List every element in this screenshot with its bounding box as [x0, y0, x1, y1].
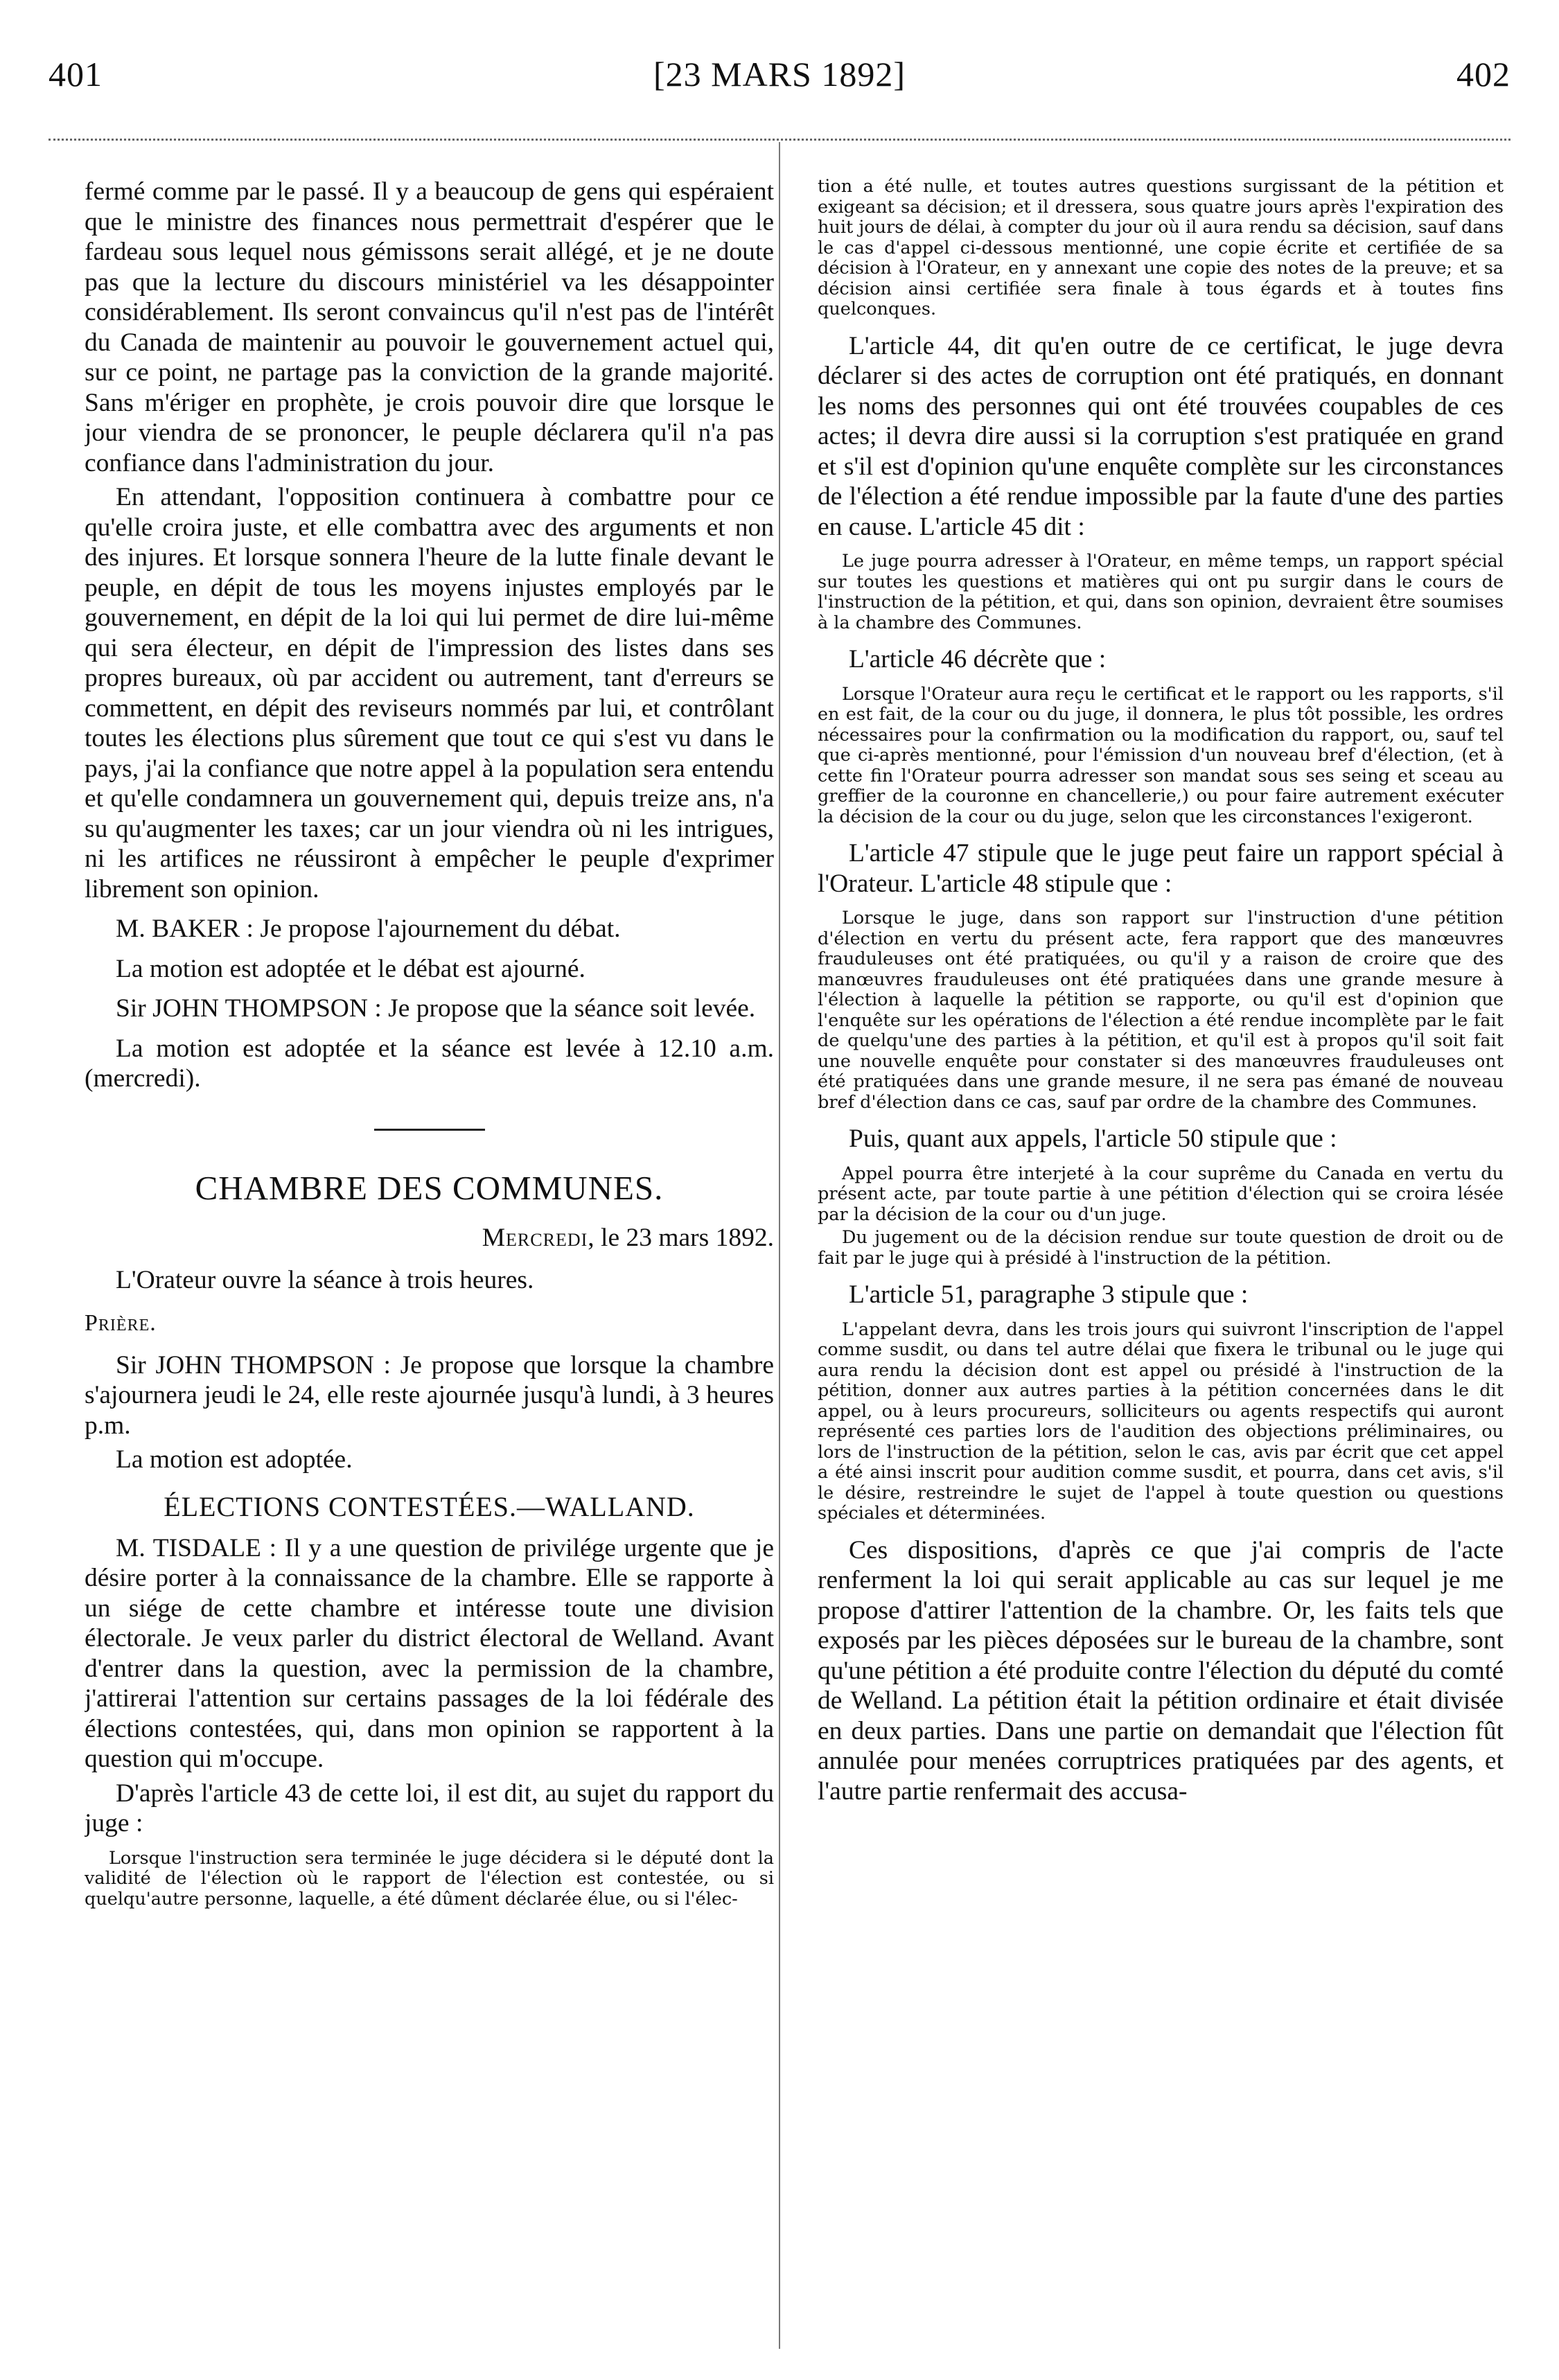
paragraph: La motion est adoptée et la séance est levée à 12.10 a.m. (mercredi). [85, 1034, 774, 1093]
column-divider [779, 142, 780, 2349]
paragraph: L'article 47 stipule que le juge peut faire un rapport spécial à l'Orateur. L'article 48 stipule que : [818, 839, 1504, 898]
quoted-law: Du jugement ou de la décision rendue sur toute question de droit ou de fait par le juge qui à présidé à l'instruction de la pétition. [818, 1227, 1504, 1269]
chamber-title: CHAMBRE DES COMMUNES. [195, 1168, 664, 1207]
header-rule [49, 139, 1510, 141]
speaker-paragraph: M. BAKER : Je propose l'ajournement du débat. [116, 915, 621, 943]
quoted-law: Lorsque le juge, dans son rapport sur l'instruction d'une pétition d'élection en vertu du présent acte, fera rapport que des manœuvres frauduleuses ont été pratiquées, ou qu'il y a raison de croire que des manœuvres frauduleuses ont été pratiquées dans une grande mesure à l'élection à laquelle la pétition se rapporte, ou qu'il est d'opinion que l'enquête sur les opérations de l'élection a été rendue incomplète par le fait de quelqu'une des parties à la pétition, et qu'il est à propos qu'il soit fait une nouvelle enquête pour constater si des manœuvres frauduleuses ont été pratiquées dans une grande mesure, il ne sera pas émané de nouveau bref d'élection dans ce cas, sauf par ordre de la chambre des Communes. [818, 908, 1504, 1113]
left-column [85, 177, 774, 2359]
page-number-left: 401 [49, 55, 103, 94]
quoted-law: L'appelant devra, dans les trois jours qui suivront l'inscription de l'appel comme susdit, ou dans tel autre délai que fixera le tribunal ou le juge qui aura rendu la décision dont est appel ou présidé à l'instruction de la pétition, donner aux autres parties à la pétition concernées dans le dit appel, ou à leurs procureurs, solliciteurs ou agents respectifs qui auront représenté ces parties lors de l'audition des objections préliminaires, ou lors de l'instruction de la pétition, selon le cas, avis par écrit que cet appel a été ainsi inscrit pour audition comme susdit, et pourra, dans cet avis, s'il le désire, restreindre le sujet de l'appel à toute question ou questions spéciales et déterminées. [818, 1319, 1504, 1524]
paragraph: La motion est adoptée et le débat est ajourné. [116, 954, 585, 983]
paragraph: La motion est adoptée. [116, 1445, 353, 1474]
paragraph: Puis, quant aux appels, l'article 50 stipule que : [849, 1125, 1337, 1153]
paragraph: D'après l'article 43 de cette loi, il est dit, au sujet du rapport du juge : [85, 1779, 774, 1837]
page-date: [23 MARS 1892] [653, 55, 906, 94]
paragraph: fermé comme par le passé. Il y a beaucoup de gens qui espéraient que le ministre des finances nous permettrait d'espérer que le fardeau sous lequel nous gémissons serait allégé, et je ne doute pas que la lecture du discours ministériel va les désappointer considérablement. Ils seront convaincus qu'il n'est pas de l'intérêt du Canada de maintenir au pouvoir le gouvernement actuel qui, sur ce point, ne partage pas la conviction de la grande majorité. Sans m'ériger en prophète, je crois pouvoir dire que lorsque le jour viendra de se prononcer, le peuple déclarera qu'il n'a pas confiance dans l'administration du jour. [85, 177, 774, 477]
quoted-law: tion a été nulle, et toutes autres questions surgissant de la pétition et exigeant sa décision; et il dressera, sous quatre jours après l'expiration des huit jours de délai, à compter du jour où il aura rendu sa décision, sauf dans le cas d'appel ci-dessous mentionné, une copie écrite et certifiée de sa décision à l'Orateur, en y annexant une copie des notes de la preuve; et sa décision ainsi certifiée sera finale à tous égards et à toutes fins quelconques. [818, 177, 1504, 319]
quoted-law: Lorsque l'instruction sera terminée le juge décidera si le député dont la validité de l'élection où le rapport de l'élection est contestée, ou si quelqu'autre personne, laquelle, a été dûment déclarée élue, ou si l'élec- [85, 1847, 774, 1910]
sitting-date-rest: , le 23 mars 1892. [588, 1223, 774, 1252]
speaker-paragraph: Sir JOHN THOMPSON : Je propose que lorsque la chambre s'ajournera jeudi le 24, elle reste ajournée jusqu'à lundi, à 3 heures p.m. [85, 1350, 774, 1440]
paragraph: L'article 51, paragraphe 3 stipule que : [849, 1280, 1249, 1309]
sitting-date [85, 1223, 774, 1253]
prayer-heading: Prière. [85, 1310, 157, 1336]
quoted-law: Le juge pourra adresser à l'Orateur, en même temps, un rapport spécial sur toutes les questions et matières qui ont pu surgir dans le cours de l'instruction de la pétition, et qui, dans son opinion, devraient être soumises à la chambre des Communes. [818, 551, 1504, 633]
page-number-right: 402 [1456, 55, 1510, 94]
speaker-paragraph: M. TISDALE : Il y a une question de privilége urgente que je désire porter à la connaissance de la chambre. Elle se rapporte à un siége de cette chambre et intéresse toute une division électorale. Je veux parler du district électoral de Welland. Avant d'entrer dans la question, avec la permission de la chambre, j'attirerai l'attention sur certains passages de la loi fédérale des élections contestées, qui, dans mon opinion se rapportent à la question qui m'occupe. [85, 1533, 774, 1773]
paragraph: L'Orateur ouvre la séance à trois heures. [116, 1266, 534, 1294]
paragraph: En attendant, l'opposition continuera à combattre pour ce qu'elle croira juste, et elle combattra avec des arguments et non des injures. Et lorsque sonnera l'heure de la lutte finale devant le peuple, en dépit de tous les moyens injustes employés par le gouvernement, en dépit de la loi qui lui permet de dire lui-même qui sera électeur, en dépit de l'impression des listes dans ses propres bureaux, où par accident ou autrement, tant d'erreurs se commettent, en dépit des reviseurs nommés par lui, et contrôlant toutes les élections plus sûrement que tout ce qui s'est vu dans le pays, j'ai la confiance que notre appel à la population sera entendu et qu'elle condamnera un gouvernement qui, depuis treize ans, n'a su qu'augmenter les taxes; car un jour viendra où ni les intrigues, ni les artifices ne réussiront à empêcher le peuple d'exprimer librement son opinion. [85, 483, 774, 903]
section-heading: ÉLECTIONS CONTESTÉES.—WALLAND. [164, 1490, 695, 1522]
paragraph: L'article 46 décrète que : [849, 645, 1107, 673]
page-header [49, 54, 1510, 103]
paragraph: Ces dispositions, d'après ce que j'ai compris de l'acte renferment la loi qui serait applicable au cas sur lequel je me propose d'attirer l'attention de la chambre. Or, les faits tels que exposés par les pièces déposées sur le bureau de la chambre, sont qu'une pétition a été produite contre l'élection du député du comté de Welland. La pétition était la pétition ordinaire et était divisée en deux parties. Dans une partie on demandait que l'élection fût annulée pour menées corruptrices pratiquées par des agents, et l'autre partie renfermait des accusa- [818, 1535, 1504, 1806]
right-column [818, 177, 1504, 2359]
section-separator [374, 1129, 485, 1131]
speaker-paragraph: Sir JOHN THOMPSON : Je propose que la séance soit levée. [116, 994, 756, 1023]
quoted-law: Appel pourra être interjeté à la cour suprême du Canada en vertu du présent acte, par toute partie à une pétition d'élection qui se croira lésée par la décision de la cour ou d'un juge. [818, 1163, 1504, 1225]
sitting-day: Mercredi [482, 1223, 588, 1252]
paragraph: L'article 44, dit qu'en outre de ce certificat, le juge devra déclarer si des actes de corruption ont été pratiqués, en donnant les noms des personnes qui ont été trouvées coupables de ces actes; il devra dire aussi si la corruption s'est pratiquée en grand et s'il est d'opinion qu'une enquête complète sur les circonstances de l'élection a été rendue impossible par la faute d'une des parties en cause. L'article 45 dit : [818, 331, 1504, 541]
quoted-law: Lorsque l'Orateur aura reçu le certificat et le rapport ou les rapports, s'il en est fait, de la cour ou du juge, il donnera, le plus tôt possible, les ordres nécessaires pour la confirmation ou la modification du rapport, ou, sauf tel que ci-après mentionné, pour l'émission d'un nouveau bref d'élection, (et à cette fin l'Orateur pourra adresser son mandat sous ses seing et sceau au greffier de la couronne en chancellerie,) ou pour faire autrement exécuter la décision de la cour ou du juge, selon que les circonstances l'exigeront. [818, 683, 1504, 827]
